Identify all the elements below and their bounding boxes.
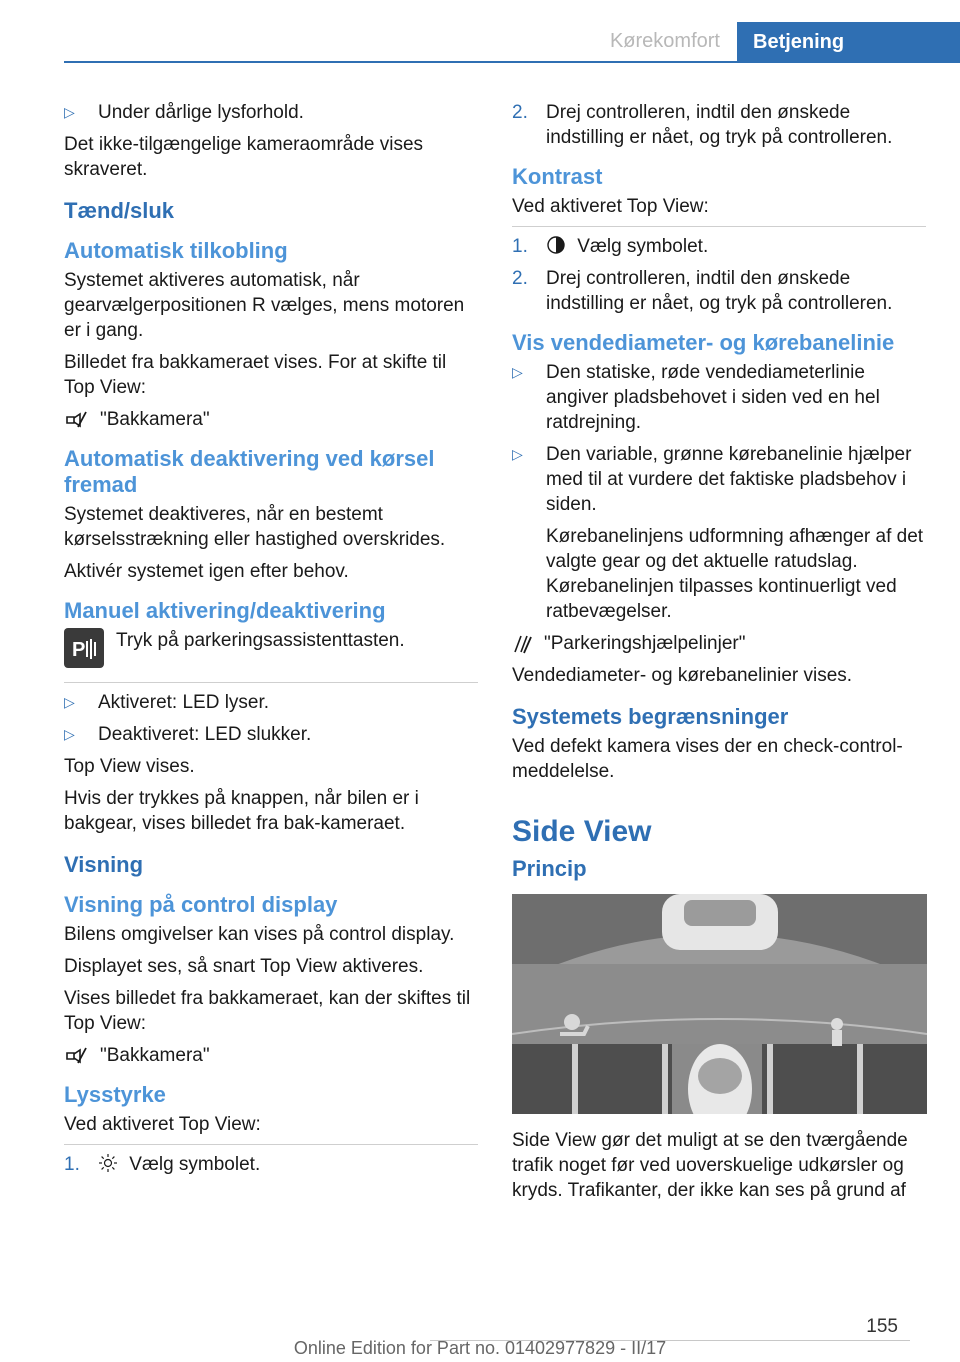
menu-path-line: "Parkeringshjælpelinjer"	[512, 631, 926, 656]
list-item: ▷ Under dårlige lysforhold.	[64, 102, 304, 123]
paragraph: Systemet deaktiveres, når en bestemt kørselsstrækning eller hastighed overskrides.	[64, 504, 446, 550]
triangle-bullet-icon: ▷	[64, 726, 75, 742]
heading-auto-on: Automatisk tilkobling	[64, 238, 288, 263]
parking-lines-icon	[512, 633, 534, 655]
triangle-bullet-icon: ▷	[64, 694, 75, 710]
paragraph: Side View gør det muligt at se den tværgående trafik noget før ved uoverskuelige udkørsler og kryds. Trafikanter, der ikke kan ses på grund af	[512, 1130, 908, 1201]
paragraph: Ved aktiveret Top View:	[64, 1114, 261, 1135]
list-item: 1. Vælg symbolet.	[64, 1154, 261, 1175]
paragraph: Systemet aktiveres automatisk, når gearvælgerpositionen R vælges, mens motoren er i gang.	[64, 270, 465, 341]
heading-lines: Vis vendediameter- og kørebanelinie	[512, 330, 895, 355]
heading-contrast: Kontrast	[512, 164, 603, 189]
heading-brightness: Lysstyrke	[64, 1082, 166, 1107]
heading-principle: Princip	[512, 856, 587, 881]
heading-limits: Systemets begrænsninger	[512, 704, 789, 729]
menu-path-line: "Bakkamera"	[64, 1043, 478, 1068]
list-item: 2. Drej controlleren, indtil den ønskede indstilling er nået, og tryk på controlleren.	[512, 268, 893, 314]
list-item: 2. Drej controlleren, indtil den ønskede indstilling er nået, og tryk på controlleren.	[512, 102, 893, 148]
paragraph: Billedet fra bakkameraet vises. For at skifte til Top View:	[64, 352, 447, 398]
divider	[64, 1144, 478, 1145]
paragraph: Aktivér systemet igen efter behov.	[64, 561, 349, 582]
list-item: ▷ Den statiske, røde vendediameterlinie angiver pladsbehovet i siden ved en hel ratdrejning.	[512, 362, 880, 433]
paragraph: Top View vises.	[64, 756, 195, 777]
section-tab: Kørekomfort	[609, 30, 720, 52]
paragraph: Ved aktiveret Top View:	[512, 196, 709, 217]
rear-camera-icon	[64, 409, 90, 431]
paragraph: Bilens omgivelser kan vises på control display.	[64, 924, 455, 945]
heading-auto-off: Automatisk deaktivering ved kørsel fremad	[64, 446, 435, 497]
paragraph: Vises billedet fra bakkameraet, kan der skiftes til Top View:	[64, 988, 471, 1034]
brightness-icon	[98, 1153, 118, 1173]
side-view-camera-image	[512, 894, 927, 1114]
list-item: 1. Vælg symbolet.	[512, 236, 709, 257]
heading-on-off: Tænd/sluk	[64, 198, 175, 223]
list-item: ▷ Deaktiveret: LED slukker.	[64, 724, 312, 745]
header-rule	[64, 61, 960, 63]
triangle-bullet-icon: ▷	[512, 364, 523, 380]
paragraph: Det ikke-tilgængelige kameraområde vises skraveret.	[64, 134, 424, 180]
svg-text:P: P	[72, 639, 86, 661]
menu-path-line: "Bakkamera"	[64, 407, 478, 432]
right-column	[512, 100, 926, 1210]
paragraph: Kørebanelinjens udformning afhænger af det valgte gear og det aktuelle ratudslag. Kørebanelinjen tilpasses kontinuerligt ved ratbevægelser.	[546, 526, 924, 622]
list-item: ▷ Den variable, grønne kørebanelinie hjælper med til at vurdere det faktiske pladsbehov i siden.	[512, 444, 912, 515]
rear-camera-icon	[64, 1045, 90, 1067]
chapter-tab: Betjening	[737, 22, 960, 62]
list-item: ▷ Aktiveret: LED lyser.	[64, 692, 270, 713]
paragraph: Displayet ses, så snart Top View aktiveres.	[64, 956, 424, 977]
footer-edition: Online Edition for Part no. 01402977829 - II/17	[293, 1338, 667, 1358]
paragraph: Ved defekt kamera vises der en check-control-meddelelse.	[512, 736, 903, 782]
triangle-bullet-icon: ▷	[512, 446, 523, 462]
contrast-icon	[546, 235, 566, 255]
heading-display: Visning	[64, 852, 144, 877]
heading-side-view: Side View	[512, 815, 652, 848]
page-number: 155	[866, 1316, 898, 1337]
page-header	[0, 0, 960, 62]
divider	[64, 682, 478, 683]
paragraph: Vendediameter- og kørebanelinier vises.	[512, 665, 853, 686]
heading-manual: Manuel aktivering/deaktivering	[64, 598, 386, 623]
button-instruction: P Tryk på parkeringsassistenttasten.	[64, 628, 478, 668]
heading-control-display: Visning på control display	[64, 892, 338, 917]
parking-assistant-button-icon	[64, 628, 104, 668]
divider	[512, 226, 926, 227]
paragraph: Hvis der trykkes på knappen, når bilen er i bakgear, vises billedet fra bak-kameraet.	[64, 788, 419, 834]
left-column	[64, 100, 478, 1184]
triangle-bullet-icon: ▷	[64, 104, 75, 120]
